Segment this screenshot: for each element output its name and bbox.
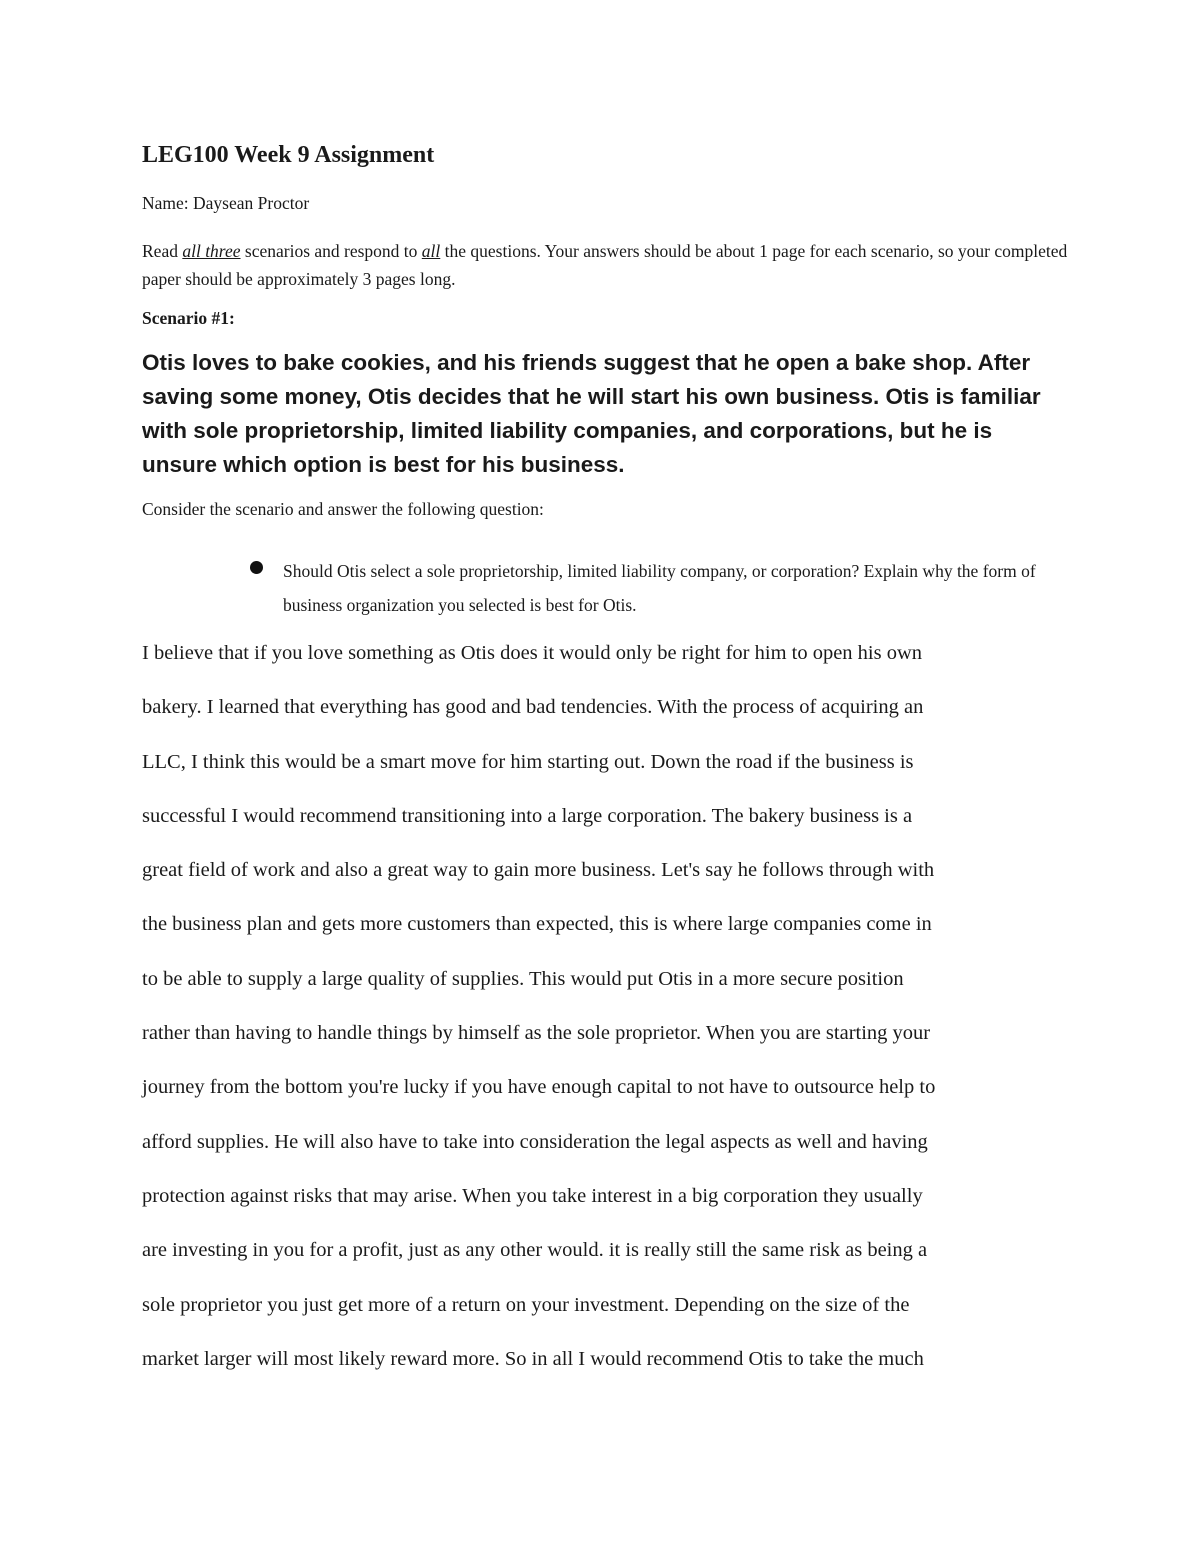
answer-line: I believe that if you love something as Otis does it would only be right for him to open his own xyxy=(142,642,923,664)
document-title: LEG100 Week 9 Assignment xyxy=(142,142,435,168)
answer-line: afford supplies. He will also have to take into consideration the legal aspects as well and having xyxy=(142,1130,928,1153)
instructions-emphasis-all-three: all three xyxy=(182,241,241,261)
answer-line: are investing in you for a profit, just as any other would. it is really still the same risk as being a xyxy=(142,1239,928,1262)
answer-line: LLC, I think this would be a smart move for him starting out. Down the road if the business is xyxy=(142,750,914,773)
answer-line: market larger will most likely reward more. So in all I would recommend Otis to take the much xyxy=(142,1347,924,1370)
scenario-heading: Scenario #1: xyxy=(142,308,235,328)
consider-prompt: Consider the scenario and answer the following question: xyxy=(142,499,544,519)
answer-line: journey from the bottom you're lucky if you have enough capital to not have to outsource help to xyxy=(142,1076,936,1099)
answer-line: great field of work and also a great way to gain more business. Let's say he follows through with xyxy=(142,859,935,882)
answer-line: bakery. I learned that everything has good and bad tendencies. With the process of acquiring an xyxy=(142,696,924,719)
answer-line: sole proprietor you just get more of a return on your investment. Depending on the size of the xyxy=(142,1293,910,1316)
instructions-text-2: scenarios and respond to xyxy=(240,241,422,261)
scenario-text: Otis loves to bake cookies, and his friends suggest that he open a bake shop. After saving some money, Otis decides that he will start his own business. Otis is familiar with sole proprietorship, limited liability companies, and corporations, but he is unsure which option is best for his business. xyxy=(142,350,1041,477)
answer-line: to be able to supply a large quality of supplies. This would put Otis in a more secure position xyxy=(142,967,904,990)
instructions-text-1: Read xyxy=(142,241,183,261)
instructions-emphasis-all: all xyxy=(421,241,441,261)
answer-line: successful I would recommend transitioning into a large corporation. The bakery business is a xyxy=(142,804,913,827)
answer-paragraph xyxy=(142,626,1067,1386)
instructions-paragraph xyxy=(142,237,1072,293)
instructions-text-3: the questions. Your answers should be about 1 page for each scenario, so your completed paper should be approximately 3 pages long. xyxy=(142,241,1068,289)
answer-line: protection against risks that may arise. When you take interest in a big corporation they usually xyxy=(142,1184,923,1207)
answer-line: the business plan and gets more customers than expected, this is where large companies come in xyxy=(142,913,932,936)
student-name: Name: Daysean Proctor xyxy=(142,193,310,213)
answer-line: rather than having to handle things by himself as the sole proprietor. When you are starting your xyxy=(142,1022,931,1045)
bullet-icon xyxy=(250,561,263,574)
bullet-question: Should Otis select a sole proprietorship, limited liability company, or corporation? Explain why the form of business organization you selected is best for Otis. xyxy=(283,561,1036,615)
